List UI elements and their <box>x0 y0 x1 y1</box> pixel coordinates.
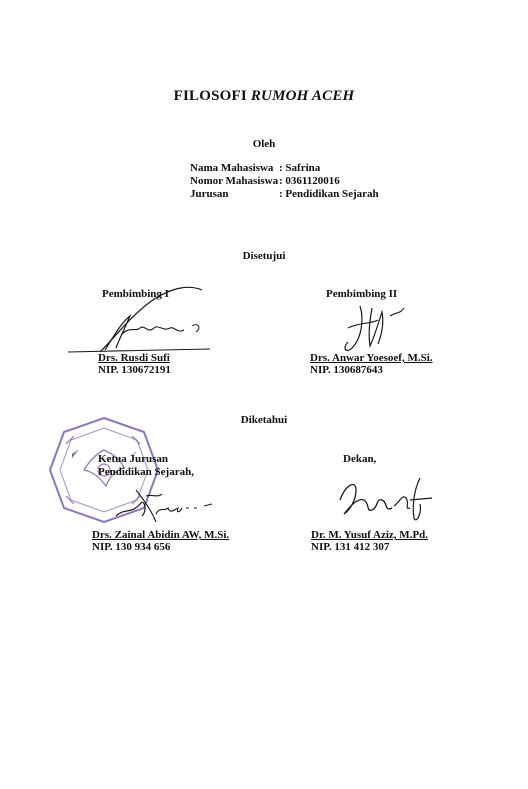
advisor2-signature <box>338 298 418 358</box>
student-name-label: Nama Mahasiswa <box>190 162 274 174</box>
dean-name: Dr. M. Yusuf Aziz, M.Pd. <box>311 529 429 541</box>
student-dept-value: : Pendidikan Sejarah <box>279 188 379 200</box>
student-number-row <box>190 175 340 187</box>
advisor2-role: Pembimbing II <box>326 288 398 300</box>
head-signature <box>112 486 216 526</box>
student-name-row <box>190 162 320 174</box>
head-nip: NIP. 130 934 656 <box>92 541 171 553</box>
student-dept-row <box>190 188 379 200</box>
student-number-label: Nomor Mahasiswa <box>190 175 279 187</box>
head-role-line2: Pendidikan Sejarah, <box>98 466 194 478</box>
student-name-value: : Safrina <box>279 162 321 174</box>
dean-nip: NIP. 131 412 307 <box>311 541 390 553</box>
by-label: Oleh <box>252 138 276 150</box>
dean-role: Dekan, <box>343 453 377 465</box>
title-italic: RUMOH ACEH <box>250 88 355 104</box>
advisor1-role: Pembimbing I <box>102 288 169 300</box>
head-name: Drs. Zainal Abidin AW, M.Si. <box>92 529 230 541</box>
head-role-line1: Ketua Jurusan <box>98 453 168 465</box>
acknowledged-label: Diketahui <box>240 414 288 426</box>
title-prefix: FILOSOFI <box>173 88 247 104</box>
advisor2-name: Drs. Anwar Yoesoef, M.Si. <box>310 352 433 364</box>
student-number-value: : 0361120016 <box>279 175 340 187</box>
advisor1-nip: NIP. 130672191 <box>98 364 171 376</box>
advisor1-name: Drs. Rusdi Sufi <box>98 352 170 364</box>
dean-signature <box>334 474 444 530</box>
approved-label: Disetujui <box>242 250 286 262</box>
student-dept-label: Jurusan <box>190 188 229 200</box>
advisor1-signature <box>60 282 220 362</box>
document-title <box>0 88 528 105</box>
advisor2-nip: NIP. 130687643 <box>310 364 383 376</box>
